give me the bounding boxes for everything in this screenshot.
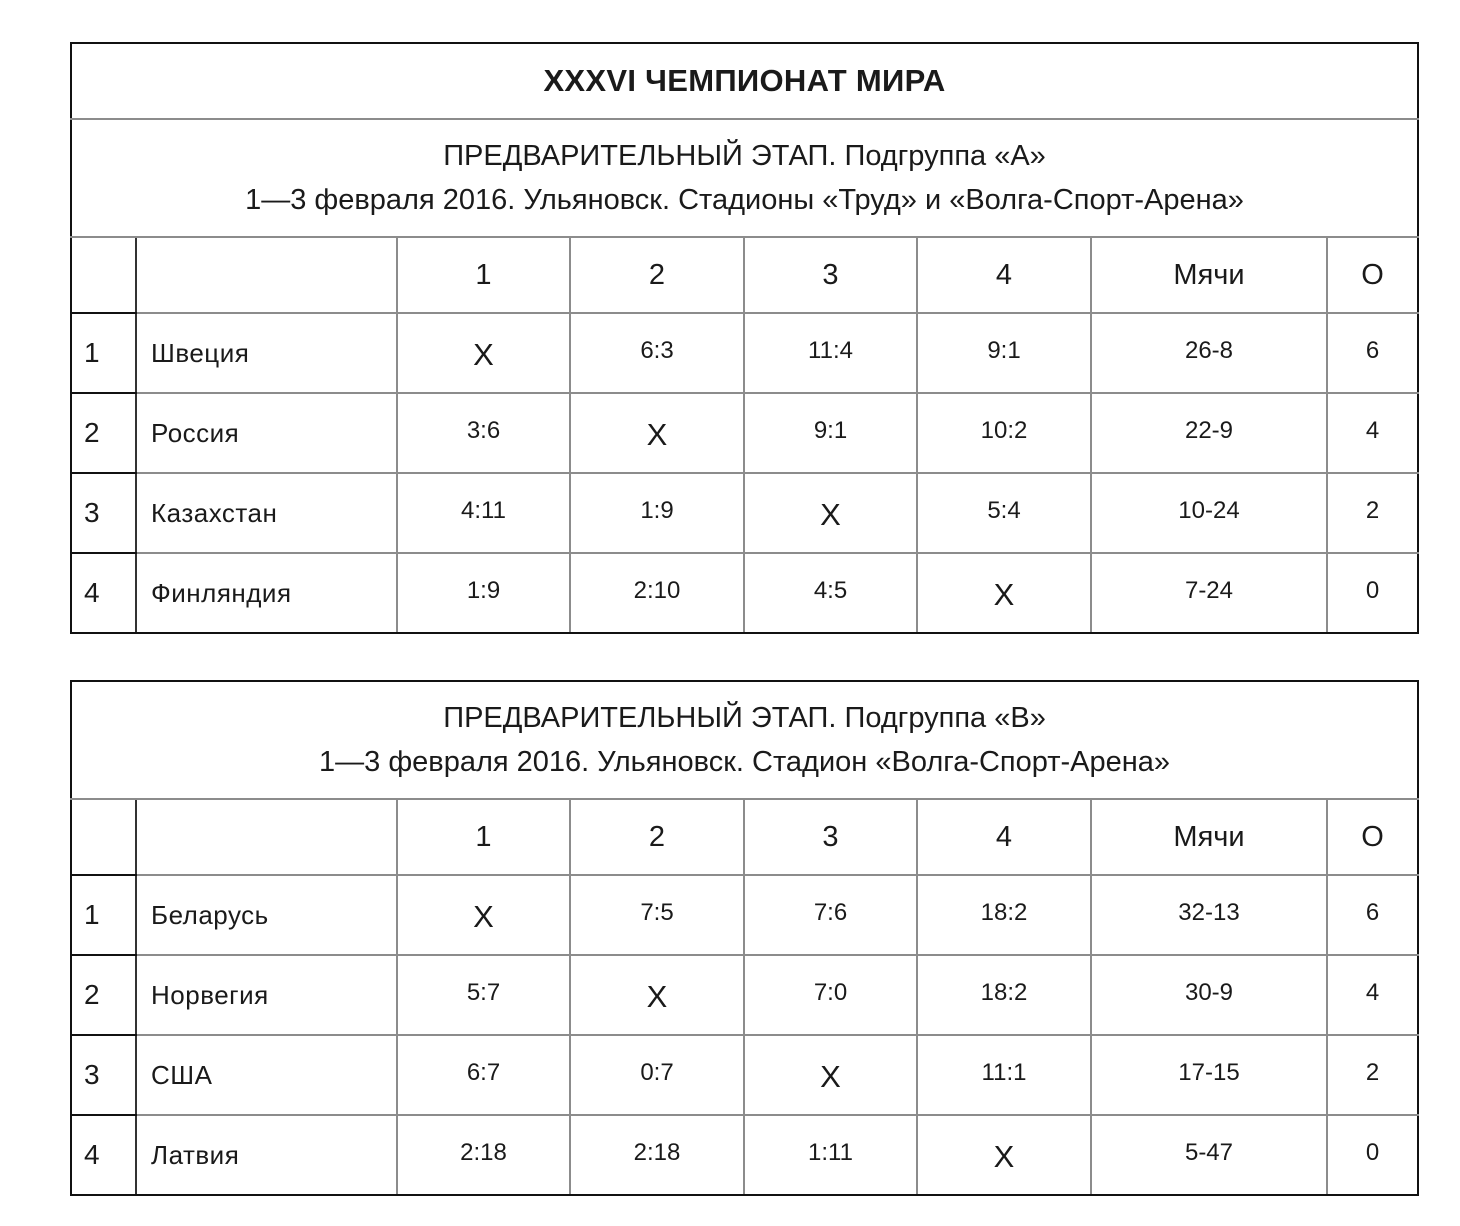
place-cell: 3 (71, 1035, 136, 1115)
table-row (71, 875, 1418, 955)
team-name: Швеция (136, 313, 397, 393)
team-name: Беларусь (136, 875, 397, 955)
result-cell: 7:0 (744, 955, 917, 1035)
header-game-4: 4 (917, 799, 1091, 875)
result-cell: X (397, 875, 570, 955)
result-cell: 10:2 (917, 393, 1091, 473)
result-cell: 1:11 (744, 1115, 917, 1195)
place-cell: 2 (71, 955, 136, 1035)
result-cell: X (570, 393, 744, 473)
result-cell: X (917, 1115, 1091, 1195)
result-cell: X (744, 473, 917, 553)
place-cell: 1 (71, 875, 136, 955)
result-cell: 1:9 (570, 473, 744, 553)
result-cell: 6:3 (570, 313, 744, 393)
result-cell: 2:18 (397, 1115, 570, 1195)
points-cell: 2 (1327, 473, 1418, 553)
title-row (71, 43, 1418, 119)
result-cell: 7:5 (570, 875, 744, 955)
stage-title: ПРЕДВАРИТЕЛЬНЫЙ ЭТАП. Подгруппа «А» (443, 140, 1046, 172)
standings-table-group-b (70, 680, 1419, 1196)
result-cell: 5:7 (397, 955, 570, 1035)
goals-cell: 5-47 (1091, 1115, 1327, 1195)
stage-info (71, 681, 1418, 799)
header-goals: Мячи (1091, 799, 1327, 875)
team-name: Россия (136, 393, 397, 473)
place-cell: 4 (71, 1115, 136, 1195)
points-cell: 2 (1327, 1035, 1418, 1115)
place-cell: 2 (71, 393, 136, 473)
goals-cell: 17-15 (1091, 1035, 1327, 1115)
header-goals: Мячи (1091, 237, 1327, 313)
result-cell: 18:2 (917, 955, 1091, 1035)
header-game-3: 3 (744, 799, 917, 875)
goals-cell: 32-13 (1091, 875, 1327, 955)
result-cell: X (397, 313, 570, 393)
header-points: О (1327, 237, 1418, 313)
header-team (136, 237, 397, 313)
points-cell: 4 (1327, 955, 1418, 1035)
result-cell: 11:1 (917, 1035, 1091, 1115)
points-cell: 6 (1327, 875, 1418, 955)
header-game-1: 1 (397, 237, 570, 313)
result-cell: 0:7 (570, 1035, 744, 1115)
stage-info (71, 119, 1418, 237)
table-row (71, 955, 1418, 1035)
points-cell: 0 (1327, 553, 1418, 633)
header-team (136, 799, 397, 875)
team-name: Финляндия (136, 553, 397, 633)
header-place (71, 799, 136, 875)
result-cell: 4:11 (397, 473, 570, 553)
table-row (71, 1115, 1418, 1195)
goals-cell: 10-24 (1091, 473, 1327, 553)
header-place (71, 237, 136, 313)
result-cell: 11:4 (744, 313, 917, 393)
table-row (71, 313, 1418, 393)
header-game-2: 2 (570, 799, 744, 875)
result-cell: 3:6 (397, 393, 570, 473)
team-name: Норвегия (136, 955, 397, 1035)
result-cell: 9:1 (744, 393, 917, 473)
result-cell: X (917, 553, 1091, 633)
header-row (71, 237, 1418, 313)
venue-info: 1—3 февраля 2016. Ульяновск. Стадионы «Труд» и «Волга-Спорт-Арена» (245, 184, 1244, 216)
place-cell: 1 (71, 313, 136, 393)
result-cell: 6:7 (397, 1035, 570, 1115)
table-row (71, 393, 1418, 473)
standings-table-group-a (70, 42, 1419, 634)
header-game-4: 4 (917, 237, 1091, 313)
result-cell: 5:4 (917, 473, 1091, 553)
team-name: США (136, 1035, 397, 1115)
stage-row (71, 119, 1418, 237)
stage-row (71, 681, 1418, 799)
goals-cell: 26-8 (1091, 313, 1327, 393)
table-row (71, 1035, 1418, 1115)
header-game-2: 2 (570, 237, 744, 313)
result-cell: 2:10 (570, 553, 744, 633)
points-cell: 6 (1327, 313, 1418, 393)
place-cell: 4 (71, 553, 136, 633)
venue-info: 1—3 февраля 2016. Ульяновск. Стадион «Волга-Спорт-Арена» (319, 746, 1171, 778)
result-cell: 2:18 (570, 1115, 744, 1195)
result-cell: 1:9 (397, 553, 570, 633)
team-name: Латвия (136, 1115, 397, 1195)
goals-cell: 7-24 (1091, 553, 1327, 633)
header-game-3: 3 (744, 237, 917, 313)
championship-title: XXXVI ЧЕМПИОНАТ МИРА (71, 43, 1418, 119)
result-cell: X (570, 955, 744, 1035)
place-cell: 3 (71, 473, 136, 553)
result-cell: 4:5 (744, 553, 917, 633)
result-cell: 18:2 (917, 875, 1091, 955)
team-name: Казахстан (136, 473, 397, 553)
points-cell: 4 (1327, 393, 1418, 473)
stage-title: ПРЕДВАРИТЕЛЬНЫЙ ЭТАП. Подгруппа «В» (443, 702, 1046, 734)
table-row (71, 553, 1418, 633)
header-row (71, 799, 1418, 875)
goals-cell: 30-9 (1091, 955, 1327, 1035)
result-cell: 7:6 (744, 875, 917, 955)
header-points: О (1327, 799, 1418, 875)
result-cell: X (744, 1035, 917, 1115)
result-cell: 9:1 (917, 313, 1091, 393)
goals-cell: 22-9 (1091, 393, 1327, 473)
header-game-1: 1 (397, 799, 570, 875)
table-row (71, 473, 1418, 553)
points-cell: 0 (1327, 1115, 1418, 1195)
